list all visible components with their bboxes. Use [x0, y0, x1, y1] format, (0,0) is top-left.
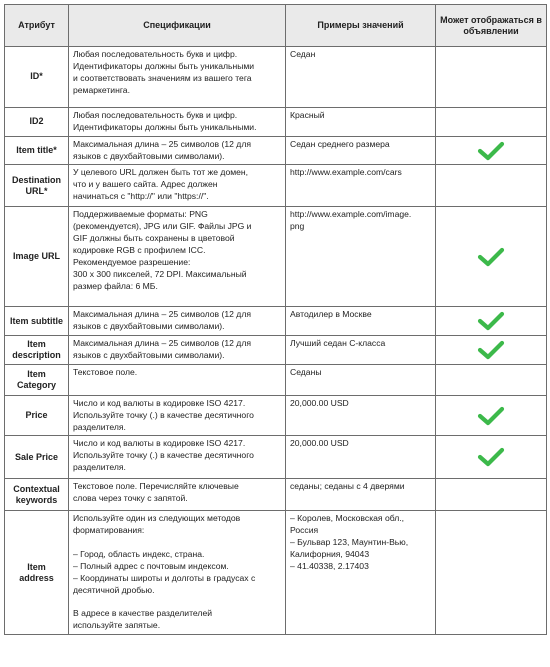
table-row [5, 364, 547, 395]
checkmark-icon [477, 339, 505, 361]
example-line: Автодилер в Москве [290, 309, 372, 320]
example-cell [286, 336, 436, 365]
shown-in-ad-cell [436, 336, 547, 365]
table-row [5, 47, 547, 108]
specification-line: используйте запятые. [73, 620, 161, 631]
table-row [5, 436, 547, 479]
checkmark-icon [477, 246, 505, 268]
table-body [5, 47, 547, 635]
specification-line: В адресе в качестве разделителей [73, 608, 213, 619]
specification-line: Используйте точку (.) в качестве десятичного [73, 409, 254, 420]
specification-cell [69, 395, 286, 436]
specification-line: десятичной дробью. [73, 584, 155, 595]
example-line: – Королев, Московская обл., [290, 513, 405, 524]
specification-cell [69, 47, 286, 108]
specification-line: слова через точку с запятой. [73, 493, 188, 504]
header-specifications: Спецификации [69, 5, 286, 47]
specification-line: Используйте один из следующих методов [73, 513, 241, 524]
specification-line: разделителя. [73, 462, 126, 473]
example-cell [286, 307, 436, 336]
attributes-spec-table [4, 4, 547, 635]
table-row [5, 108, 547, 137]
example-line: Седан среднего размера [290, 138, 390, 149]
example-line: 20,000.00 USD [290, 438, 349, 449]
checkmark-icon [477, 446, 505, 468]
specification-cell [69, 108, 286, 137]
example-line: http://www.example.com/image. [290, 209, 412, 220]
specification-line: и соответствовать значениям из вашего тега [73, 72, 252, 83]
shown-in-ad-cell [436, 47, 547, 108]
table-row [5, 479, 547, 511]
specification-cell [69, 136, 286, 165]
specification-line: кодировке RGB с профилем ICC. [73, 245, 206, 256]
specification-line: Любая последовательность букв и цифр. [73, 110, 238, 120]
example-line: png [290, 221, 305, 232]
specification-line [73, 596, 281, 608]
specification-line: Идентификаторы должны быть уникальными. [73, 121, 257, 132]
specification-line: У целевого URL должен быть тот же домен, [73, 167, 249, 178]
example-line: Седан [290, 49, 316, 59]
checkmark-icon [477, 140, 505, 162]
specification-line: разделителя. [73, 421, 126, 432]
header-shown-in-ad: Может отображаться в объявлении [436, 5, 547, 47]
specification-cell [69, 511, 286, 635]
specification-line: Идентификаторы должны быть уникальными [73, 60, 255, 71]
example-cell [286, 436, 436, 479]
example-cell [286, 207, 436, 307]
shown-in-ad-cell [436, 436, 547, 479]
specification-line: Поддерживаемые форматы: PNG [73, 209, 208, 220]
table-row [5, 511, 547, 635]
table-row [5, 207, 547, 307]
example-cell [286, 511, 436, 635]
specification-line: Используйте точку (.) в качестве десятичного [73, 450, 254, 461]
example-cell [286, 364, 436, 395]
specification-cell [69, 165, 286, 207]
example-cell [286, 395, 436, 436]
example-line: – 41.40338, 2.17403 [290, 560, 369, 571]
attribute-name: Destination URL* [5, 165, 69, 207]
example-cell [286, 47, 436, 108]
attribute-name: Item Category [5, 364, 69, 395]
specification-line: – Координаты широты и долготы в градусах с [73, 572, 256, 583]
table-row [5, 136, 547, 165]
specification-line: языков с двухбайтовыми символами). [73, 350, 225, 361]
shown-in-ad-cell [436, 364, 547, 395]
attribute-name: Item subtitle [5, 307, 69, 336]
specification-line: языков с двухбайтовыми символами). [73, 150, 225, 161]
specification-line: Максимальная длина – 25 символов (12 для [73, 309, 251, 320]
example-line: http://www.example.com/cars [290, 167, 402, 178]
table-row [5, 307, 547, 336]
specification-line: – Город, область индекс, страна. [73, 549, 205, 560]
attribute-name: Item address [5, 511, 69, 635]
specification-line: 300 x 300 пикселей, 72 DPI. Максимальный [73, 268, 247, 279]
example-line: – Бульвар 123, Маунтин-Вью, [290, 537, 409, 548]
specification-line: языков с двухбайтовыми символами). [73, 321, 225, 332]
example-line: Россия [290, 525, 319, 536]
specification-line: Число и код валюты в кодировке ISO 4217. [73, 438, 246, 449]
shown-in-ad-cell [436, 511, 547, 635]
example-line: Седаны [290, 366, 322, 377]
example-line: 20,000.00 USD [290, 397, 349, 408]
table-row [5, 165, 547, 207]
attribute-name: ID* [5, 47, 69, 108]
specification-line: ремаркетинга. [73, 84, 130, 95]
example-line: Лучший седан C-класса [290, 338, 386, 349]
specification-line: GIF должны быть сохранены в цветовой [73, 233, 235, 244]
shown-in-ad-cell [436, 395, 547, 436]
attribute-name: Contextual keywords [5, 479, 69, 511]
header-examples: Примеры значений [286, 5, 436, 47]
attribute-name: Sale Price [5, 436, 69, 479]
table-row [5, 395, 547, 436]
example-cell [286, 479, 436, 511]
shown-in-ad-cell [436, 108, 547, 137]
specification-line: Рекомендуемое разрешение: [73, 256, 191, 267]
checkmark-icon [477, 310, 505, 332]
shown-in-ad-cell [436, 136, 547, 165]
specification-line: что и у вашего сайта. Адрес должен [73, 179, 218, 190]
attribute-name: ID2 [5, 108, 69, 137]
header-attribute: Атрибут [5, 5, 69, 47]
shown-in-ad-cell [436, 307, 547, 336]
specification-cell [69, 207, 286, 307]
specification-line: (рекомендуется), JPG или GIF. Файлы JPG и [73, 221, 252, 232]
specification-cell [69, 479, 286, 511]
checkmark-icon [477, 405, 505, 427]
example-cell [286, 108, 436, 137]
specification-cell [69, 336, 286, 365]
specification-line: Любая последовательность букв и цифр. [73, 49, 238, 59]
specification-line: Число и код валюты в кодировке ISO 4217. [73, 397, 246, 408]
specification-line: Текстовое поле. Перечисляйте ключевые [73, 481, 239, 492]
specification-line: форматирования: [73, 525, 145, 536]
header-row [5, 5, 547, 47]
specification-cell [69, 436, 286, 479]
example-line: Красный [290, 110, 325, 120]
example-line: Калифорния, 94043 [290, 549, 370, 560]
attribute-name: Item description [5, 336, 69, 365]
attribute-name: Image URL [5, 207, 69, 307]
specification-cell [69, 307, 286, 336]
specification-cell [69, 364, 286, 395]
example-line: седаны; седаны с 4 дверями [290, 481, 405, 492]
shown-in-ad-cell [436, 479, 547, 511]
shown-in-ad-cell [436, 165, 547, 207]
attribute-name: Price [5, 395, 69, 436]
example-cell [286, 136, 436, 165]
specification-line: Максимальная длина – 25 символов (12 для [73, 138, 251, 149]
specification-line: начинаться с "http://" или "https://". [73, 191, 209, 202]
shown-in-ad-cell [436, 207, 547, 307]
attribute-name: Item title* [5, 136, 69, 165]
example-cell [286, 165, 436, 207]
table-row [5, 336, 547, 365]
specification-line: размер файла: 6 МБ. [73, 280, 158, 291]
specification-line: Текстовое поле. [73, 366, 138, 377]
specification-line: Максимальная длина – 25 символов (12 для [73, 338, 251, 349]
specification-line [73, 537, 281, 549]
specification-line: – Полный адрес с почтовым индексом. [73, 560, 229, 571]
